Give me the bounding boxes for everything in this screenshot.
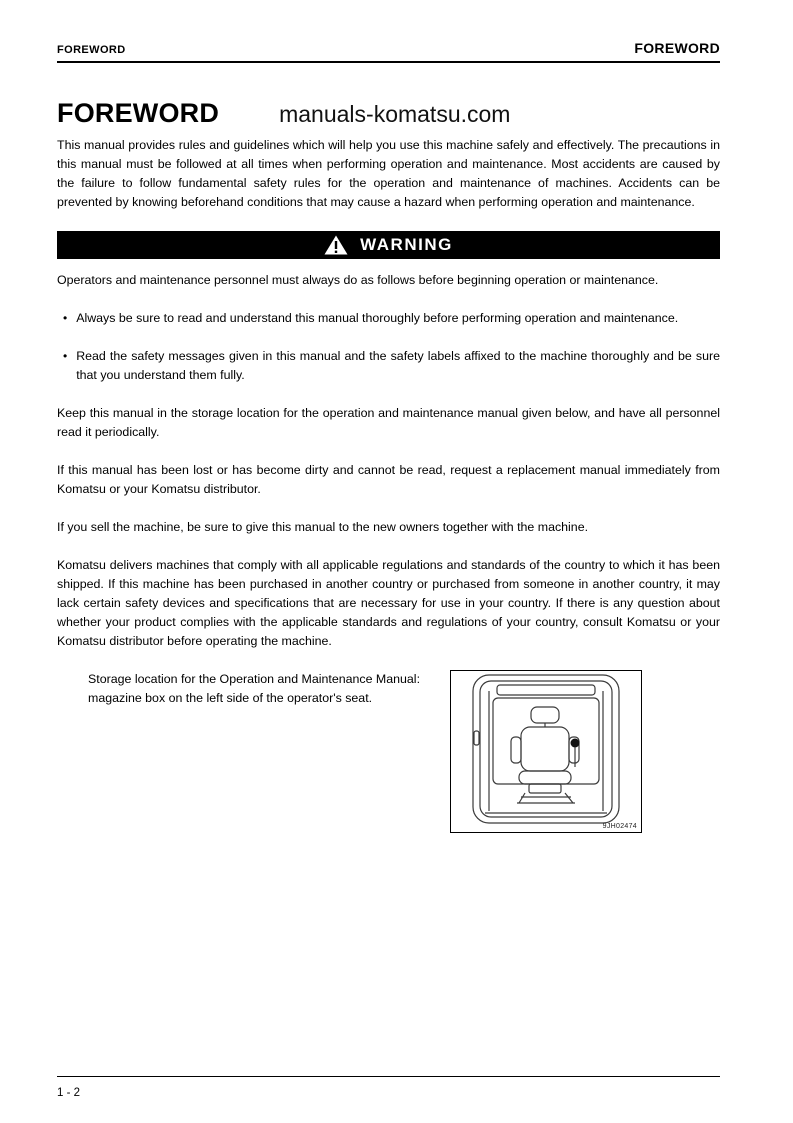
- bullet-marker: •: [63, 311, 68, 325]
- warning-banner: [57, 231, 720, 259]
- paragraph-regulations: Komatsu delivers machines that comply with all applicable regulations and standards of the country to which it has been shipped. If this machine has been purchased in another country or purchased from someone in another country, it may lack certain safety devices and specifications that are necessary for use in your country. If there is any question about whether your product complies with the applicable standards and regulations of your country, consult Komatsu or your Komatsu distributor before operating the machine.: [57, 558, 720, 648]
- paragraph-storage-keep: Keep this manual in the storage location for the operation and maintenance manual given below, and have all personnel read it periodically.: [57, 406, 720, 439]
- page-title: FOREWORD: [57, 98, 220, 128]
- paragraph-replacement: If this manual has been lost or has become dirty and cannot be read, request a replacement manual immediately from Komatsu or your Komatsu distributor.: [57, 463, 720, 496]
- storage-row: [57, 670, 720, 833]
- warning-bullet-list: [57, 309, 720, 385]
- site-watermark: manuals-komatsu.com: [279, 101, 511, 127]
- header-left-title: FOREWORD: [57, 44, 126, 56]
- figure-code: 9JH02474: [602, 823, 637, 830]
- bullet-item: [57, 347, 720, 385]
- paragraph-resale: If you sell the machine, be sure to give this manual to the new owners together with the machine.: [57, 520, 589, 534]
- page-header: [57, 40, 720, 63]
- header-right-title: FOREWORD: [634, 40, 720, 56]
- bullet-item: [57, 309, 720, 328]
- footer-rule: [57, 1076, 720, 1077]
- page-number: 1 - 2: [57, 1087, 81, 1099]
- warning-triangle-icon: [324, 235, 348, 255]
- warning-label: WARNING: [360, 235, 453, 254]
- figure-box: [450, 670, 642, 833]
- operator-seat-illustration: [451, 671, 641, 832]
- bullet-text: Read the safety messages given in this manual and the safety labels affixed to the machine thoroughly and be sure that you understand them fully.: [76, 349, 720, 382]
- bullet-text: Always be sure to read and understand this manual thoroughly before performing operation and maintenance.: [76, 311, 679, 325]
- bullet-marker: •: [63, 349, 68, 363]
- storage-note: Storage location for the Operation and Maintenance Manual: magazine box on the left side of the operator's seat.: [88, 672, 421, 705]
- title-row: [57, 98, 720, 129]
- warning-intro: Operators and maintenance personnel must always do as follows before beginning operation or maintenance.: [57, 273, 659, 287]
- intro-paragraph: This manual provides rules and guidelines which will help you use this machine safely and effectively. The precautions in this manual must be followed at all times when performing operation and maintenance. Most accidents are caused by the failure to follow fundamental safety rules for the operation and maintenance of machines. Accidents can be prevented by knowing beforehand conditions that may cause a hazard when performing operation and maintenance.: [57, 138, 720, 209]
- page-content: [57, 98, 720, 833]
